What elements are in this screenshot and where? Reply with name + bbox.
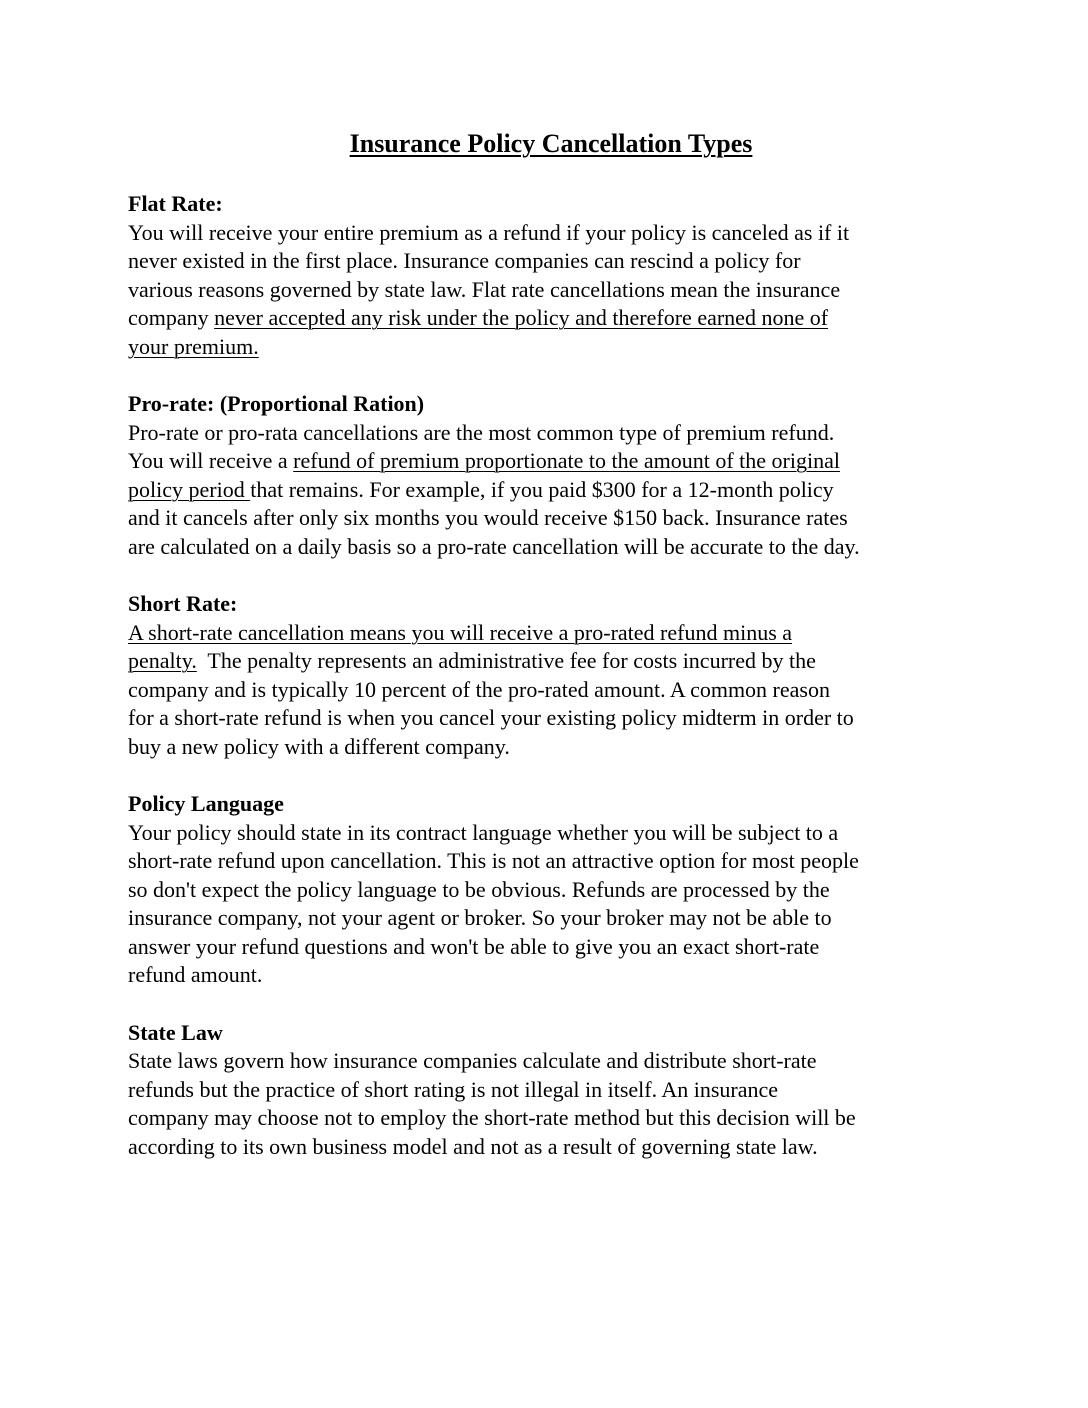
section-policy-language bbox=[128, 790, 968, 990]
text-line bbox=[128, 476, 968, 505]
underlined-text: A short-rate cancellation means you will receive a pro-rated refund minus a bbox=[128, 619, 793, 645]
text-run: You will receive your entire premium as a refund if your policy is canceled as if it bbox=[128, 219, 850, 245]
text-run: so don't expect the policy language to be obvious. Refunds are processed by the bbox=[128, 876, 830, 902]
text-line bbox=[128, 333, 968, 362]
section-heading: Policy Language bbox=[128, 791, 284, 816]
text-line bbox=[128, 904, 968, 933]
text-run: according to its own business model and not as a result of governing state law. bbox=[128, 1133, 818, 1159]
text-line bbox=[128, 1104, 968, 1133]
text-run: refund amount. bbox=[128, 962, 263, 987]
text-line bbox=[128, 1047, 968, 1076]
section-short-rate bbox=[128, 590, 968, 761]
text-line bbox=[128, 647, 968, 676]
text-run: and it cancels after only six months you would receive $150 back. Insurance rates bbox=[128, 505, 848, 530]
section-heading: Pro-rate: (Proportional Ration) bbox=[128, 391, 425, 416]
text-run: company may choose not to employ the short-rate method but this decision will be bbox=[128, 1105, 856, 1130]
section-flat-rate bbox=[128, 190, 968, 361]
text-line bbox=[128, 533, 968, 562]
text-line bbox=[128, 933, 968, 962]
text-line bbox=[128, 247, 968, 276]
text-line bbox=[128, 1076, 968, 1105]
text-line bbox=[128, 847, 968, 876]
text-run: are calculated on a daily basis so a pro-rate cancellation will be accurate to the day. bbox=[128, 533, 860, 559]
text-line bbox=[128, 676, 968, 705]
section-body bbox=[128, 819, 968, 990]
section-heading: Short Rate: bbox=[128, 591, 238, 616]
text-run: The penalty represents an administrative fee for costs incurred by the bbox=[196, 648, 816, 673]
text-run: company bbox=[128, 305, 215, 330]
text-run: insurance company, not your agent or broker. So your broker may not be able to bbox=[128, 905, 832, 930]
text-line bbox=[128, 876, 968, 905]
section-body bbox=[128, 219, 968, 362]
text-run: buy a new policy with a different company. bbox=[128, 733, 510, 759]
text-line bbox=[128, 304, 968, 333]
section-heading: State Law bbox=[128, 1019, 223, 1045]
section-heading: Flat Rate: bbox=[128, 191, 223, 216]
text-line bbox=[128, 704, 968, 733]
text-run: answer your refund questions and won't be able to give you an exact short-rate bbox=[128, 933, 820, 959]
underlined-text: never accepted any risk under the policy and therefore earned none of bbox=[214, 305, 829, 330]
document-title: Insurance Policy Cancellation Types bbox=[349, 129, 753, 158]
text-run: Pro-rate or pro-rata cancellations are the most common type of premium refund. bbox=[128, 419, 835, 445]
text-run: various reasons governed by state law. Flat rate cancellations mean the insurance bbox=[128, 276, 841, 302]
text-run: State laws govern how insurance companies calculate and distribute short-rate bbox=[128, 1048, 817, 1073]
text-run: for a short-rate refund is when you cancel your existing policy midterm in order to bbox=[128, 705, 854, 730]
text-run: Your policy should state in its contract language whether you will be subject to a bbox=[128, 819, 839, 845]
document-page bbox=[128, 126, 968, 1190]
text-line bbox=[128, 504, 968, 533]
text-line bbox=[128, 961, 968, 990]
text-run: that remains. For example, if you paid $300 for a 12-month policy bbox=[250, 476, 834, 502]
underlined-text: penalty. bbox=[128, 648, 197, 673]
text-line bbox=[128, 447, 968, 476]
text-line bbox=[128, 733, 968, 762]
text-run: never existed in the first place. Insurance companies can rescind a policy for bbox=[128, 248, 801, 273]
section-body bbox=[128, 1047, 968, 1161]
text-line bbox=[128, 819, 968, 848]
section-state-law bbox=[128, 1019, 968, 1162]
text-run: short-rate refund upon cancellation. This is not an attractive option for most people bbox=[128, 848, 859, 873]
text-line bbox=[128, 1133, 968, 1162]
text-line bbox=[128, 419, 968, 448]
text-line bbox=[128, 219, 968, 248]
text-line bbox=[128, 619, 968, 648]
section-body bbox=[128, 419, 968, 562]
underlined-text: your premium. bbox=[128, 333, 259, 359]
section-pro-rate-proportional-ration bbox=[128, 390, 968, 561]
text-run: You will receive a bbox=[128, 448, 294, 473]
text-run: company and is typically 10 percent of the pro-rated amount. A common reason bbox=[128, 676, 830, 702]
text-line bbox=[128, 276, 968, 305]
section-body bbox=[128, 619, 968, 762]
underlined-text: policy period bbox=[128, 476, 251, 502]
text-run: refunds but the practice of short rating is not illegal in itself. An insurance bbox=[128, 1076, 779, 1102]
underlined-text: refund of premium proportionate to the amount of the original bbox=[293, 448, 840, 473]
sections-container bbox=[128, 190, 968, 1161]
